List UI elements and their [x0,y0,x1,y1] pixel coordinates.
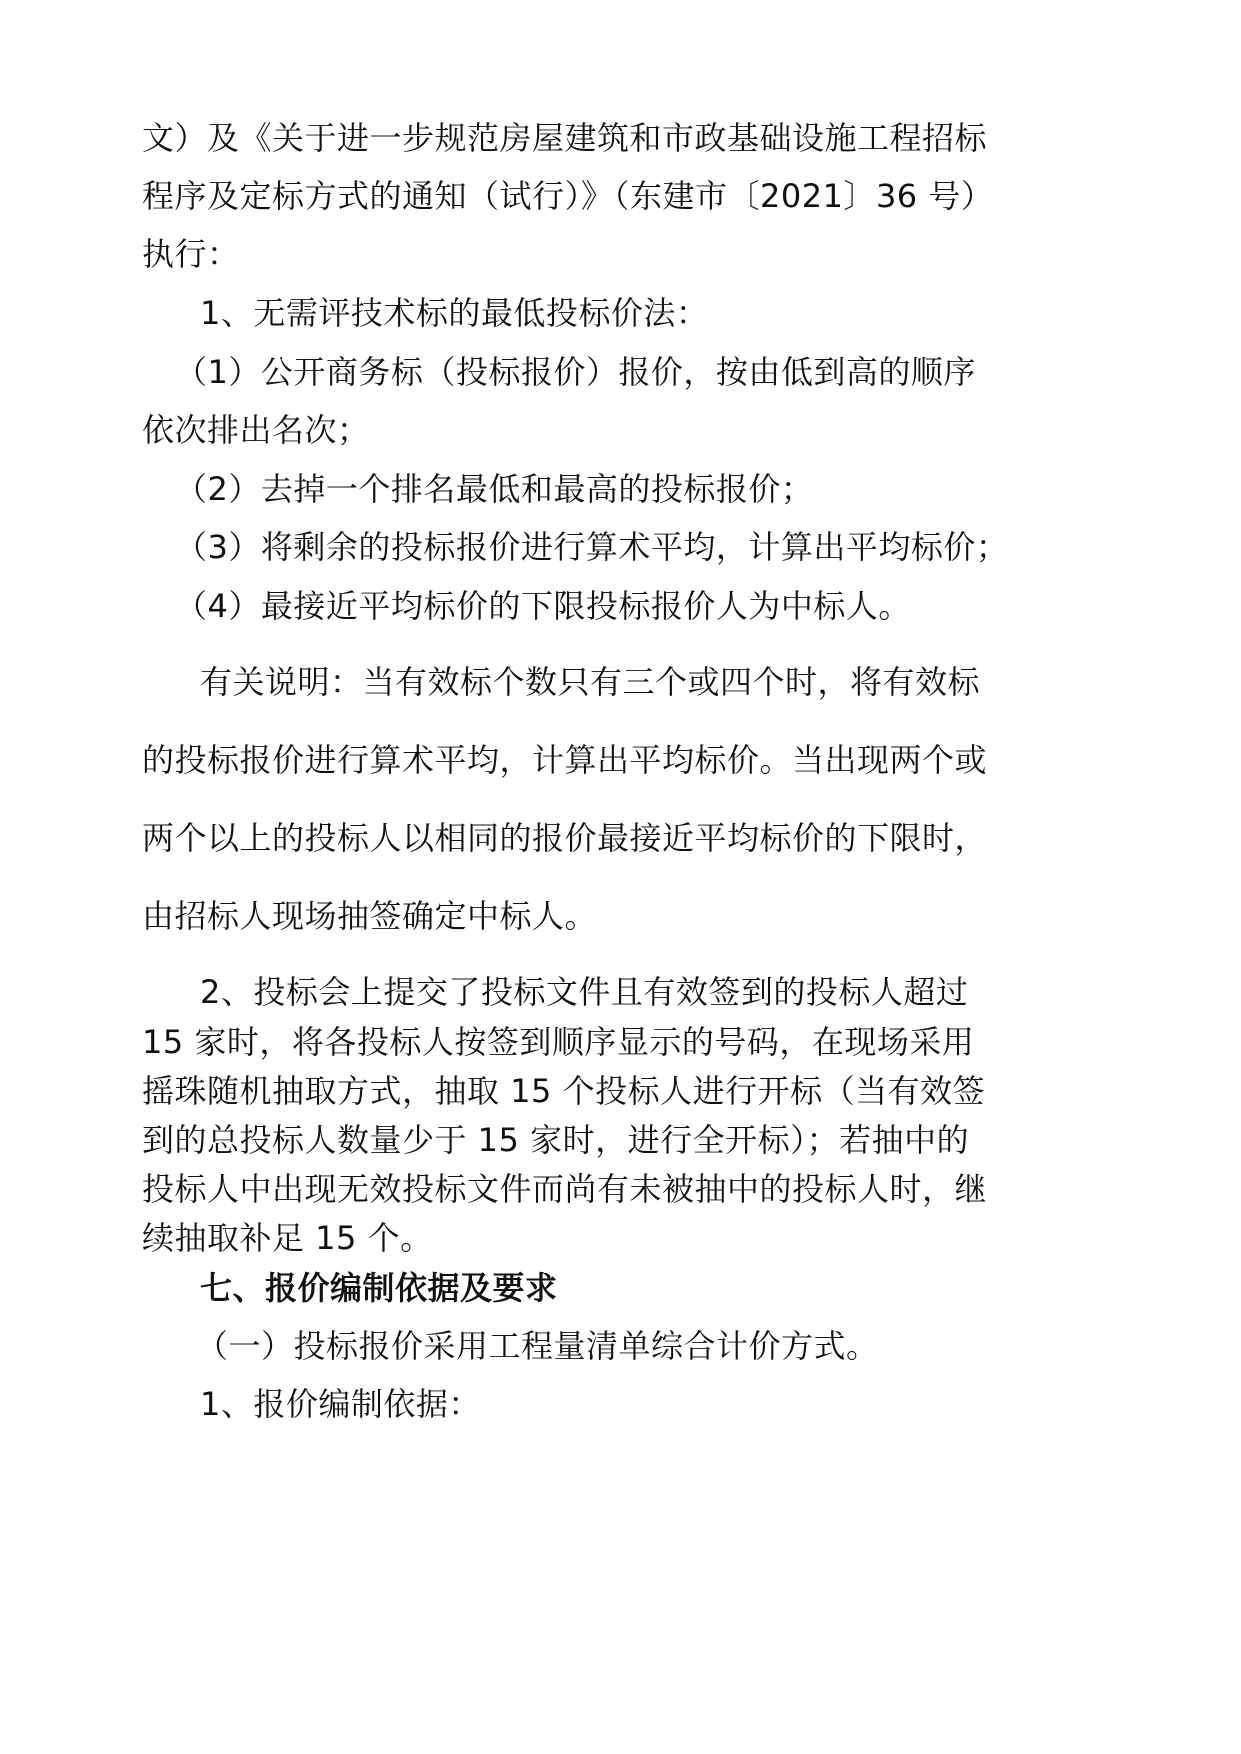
note-line: 两个以上的投标人以相同的报价最接近平均标价的下限时， [142,819,988,857]
method-step: （3）将剩余的投标报价进行算术平均，计算出平均标价； [175,528,1009,566]
item2-line: 2、投标会上提交了投标文件且有效签到的投标人超过 [200,973,969,1011]
item2-line: 摇珠随机抽取方式，抽取 15 个投标人进行开标（当有效签 [142,1072,986,1110]
method-title: 1、无需评技术标的最低投标价法： [200,294,709,332]
note-line: 由招标人现场抽签确定中标人。 [142,897,598,935]
item2-line: 续抽取补足 15 个。 [142,1219,433,1257]
method-step: （2）去掉一个排名最低和最高的投标报价； [175,470,814,508]
section-subitem: （一）投标报价采用工程量清单综合计价方式。 [196,1327,879,1365]
note-line: 有关说明：当有效标个数只有三个或四个时，将有效标 [200,663,981,701]
paragraph-line: 程序及定标方式的通知（试行）》（东建市〔2021〕36 号） [142,177,994,215]
note-line: 的投标报价进行算术平均，计算出平均标价。当出现两个或 [142,741,988,779]
item2-line: 到的总投标人数量少于 15 家时，进行全开标）；若抽中的 [142,1121,970,1159]
item2-line: 15 家时，将各投标人按签到顺序显示的号码，在现场采用 [142,1023,975,1061]
section-heading: 七、报价编制依据及要求 [200,1269,558,1307]
item2-line: 投标人中出现无效投标文件而尚有未被抽中的投标人时，继 [142,1170,988,1208]
section-item: 1、报价编制依据： [200,1385,481,1423]
method-step: 依次排出名次； [142,411,370,449]
paragraph-line: 执行： [142,235,240,273]
method-step: （1）公开商务标（投标报价）报价，按由低到高的顺序 [175,353,976,391]
paragraph-line: 文）及《关于进一步规范房屋建筑和市政基础设施工程招标 [142,119,988,157]
method-step: （4）最接近平均标价的下限投标报价人为中标人。 [175,587,911,625]
